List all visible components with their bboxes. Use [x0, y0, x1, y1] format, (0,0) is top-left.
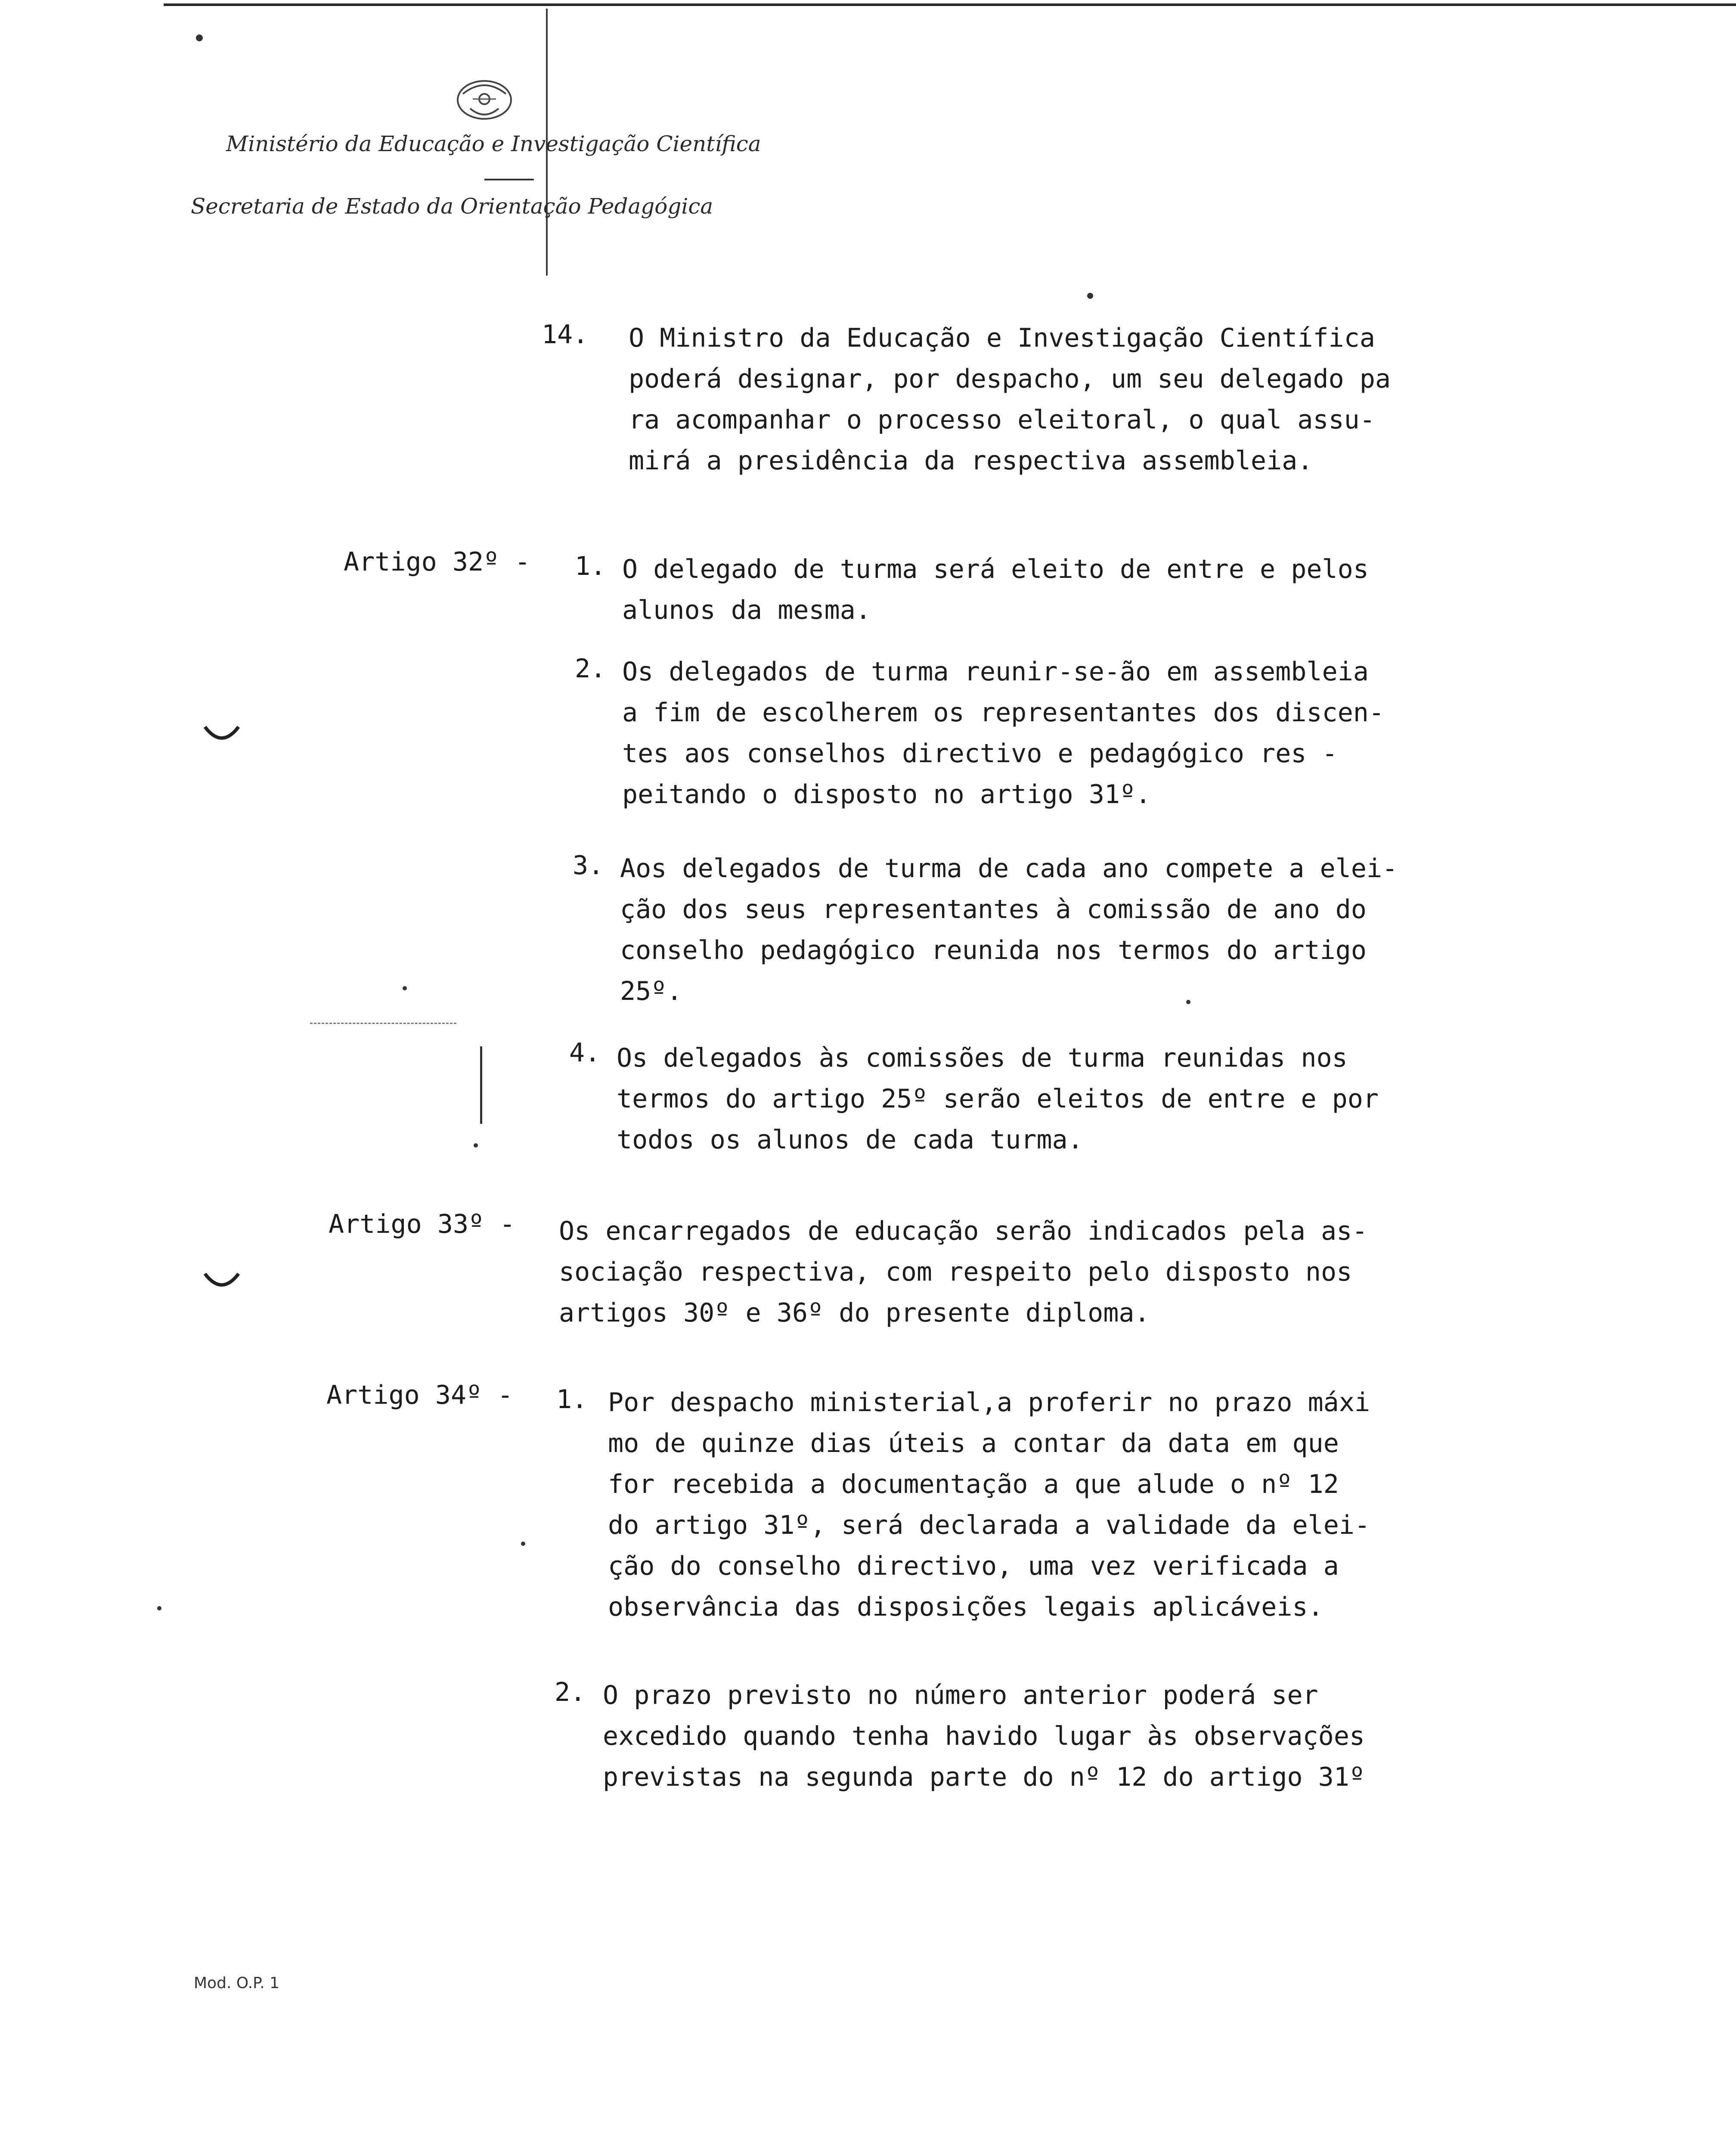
- text-line: mo de quinze dias úteis a contar da data em que: [608, 1428, 1339, 1458]
- article-32-item-4-number: 4.: [569, 1038, 601, 1068]
- text-line: O prazo previsto no número anterior poderá ser: [603, 1680, 1318, 1710]
- punch-hole-mark: [202, 723, 241, 745]
- article-34-item-2-text: [603, 1675, 1365, 1798]
- text-line: ção do conselho directivo, uma vez verificada a: [608, 1551, 1339, 1581]
- letterhead-secretariat: Secretaria de Estado da Orientação Pedagógica: [191, 194, 713, 219]
- text-line: alunos da mesma.: [622, 595, 871, 625]
- text-line: previstas na segunda parte do nº 12 do artigo 31º: [603, 1762, 1365, 1792]
- article-32-item-3-number: 3.: [573, 850, 604, 881]
- scan-dot: [521, 1542, 525, 1546]
- article-32-item-4-text: [617, 1038, 1379, 1160]
- article-33-text: [559, 1211, 1367, 1334]
- article-32-item-1-text: [622, 549, 1369, 631]
- text-line: conselho pedagógico reunida nos termos do artigo: [620, 935, 1367, 965]
- text-line: sociação respectiva, com respeito pelo disposto nos: [559, 1257, 1352, 1287]
- text-line: mirá a presidência da respectiva assembleia.: [629, 446, 1313, 476]
- scan-dot: [1087, 293, 1093, 299]
- text-line: termos do artigo 25º serão eleitos de entre e por: [617, 1084, 1379, 1114]
- scan-dash-mark: [310, 1023, 456, 1024]
- form-code: Mod. O.P. 1: [194, 1974, 280, 1992]
- text-line: Os delegados de turma reunir-se-ão em assembleia: [622, 657, 1369, 687]
- text-line: Os delegados às comissões de turma reunidas nos: [617, 1043, 1348, 1073]
- text-line: poderá designar, por despacho, um seu delegado pa: [629, 364, 1391, 394]
- text-line: O Ministro da Educação e Investigação Científica: [629, 323, 1375, 353]
- scan-dot: [1186, 1000, 1190, 1004]
- text-line: tes aos conselhos directivo e pedagógico res -: [622, 738, 1338, 769]
- item-14-number: 14.: [542, 320, 589, 350]
- text-line: peitando o disposto no artigo 31º.: [622, 779, 1151, 810]
- scan-dot: [474, 1143, 478, 1148]
- article-33-label: Artigo 33º -: [329, 1209, 515, 1239]
- punch-hole-mark: [202, 1270, 241, 1292]
- text-line: Por despacho ministerial,a proferir no prazo máxi: [608, 1387, 1370, 1418]
- text-line: ra acompanhar o processo eleitoral, o qual assu-: [629, 405, 1375, 435]
- article-34-item-2-number: 2.: [555, 1677, 586, 1707]
- article-32-label: Artigo 32º -: [344, 547, 530, 577]
- text-line: 25º.: [620, 976, 682, 1006]
- text-line: observância das disposições legais aplicáveis.: [608, 1592, 1324, 1622]
- text-line: for recebida a documentação a que alude o nº 12: [608, 1469, 1339, 1499]
- text-line: do artigo 31º, será declarada a validade da elei-: [608, 1510, 1370, 1540]
- text-line: Os encarregados de educação serão indicados pela as-: [559, 1216, 1368, 1246]
- text-line: todos os alunos de cada turma.: [617, 1125, 1083, 1155]
- article-32-item-3-text: [620, 848, 1398, 1012]
- text-line: O delegado de turma será eleito de entre e pelos: [622, 554, 1369, 584]
- margin-bar-mark: [480, 1046, 482, 1124]
- article-34-item-1-text: [608, 1382, 1370, 1628]
- scan-dot: [196, 34, 203, 41]
- letterhead-ministry: Ministério da Educação e Investigação Científica: [226, 131, 761, 156]
- article-32-item-1-number: 1.: [575, 551, 606, 581]
- coat-of-arms-seal: [443, 69, 525, 133]
- text-line: artigos 30º e 36º do presente diploma.: [559, 1298, 1150, 1328]
- item-14-text: [629, 318, 1391, 481]
- scan-dot: [403, 986, 407, 990]
- article-34-label: Artigo 34º -: [326, 1380, 513, 1410]
- article-34-item-1-number: 1.: [556, 1384, 588, 1415]
- text-line: excedido quando tenha havido lugar às observações: [603, 1721, 1365, 1751]
- scan-dot: [157, 1606, 161, 1610]
- top-border-line: [164, 3, 1736, 6]
- article-32-item-2-number: 2.: [575, 654, 606, 684]
- text-line: Aos delegados de turma de cada ano compete a elei-: [620, 853, 1398, 884]
- text-line: a fim de escolherem os representantes dos discen-: [622, 698, 1385, 728]
- article-32-item-2-text: [622, 651, 1384, 815]
- text-line: ção dos seus representantes à comissão de ano do: [620, 894, 1367, 924]
- letterhead-divider: [484, 179, 534, 180]
